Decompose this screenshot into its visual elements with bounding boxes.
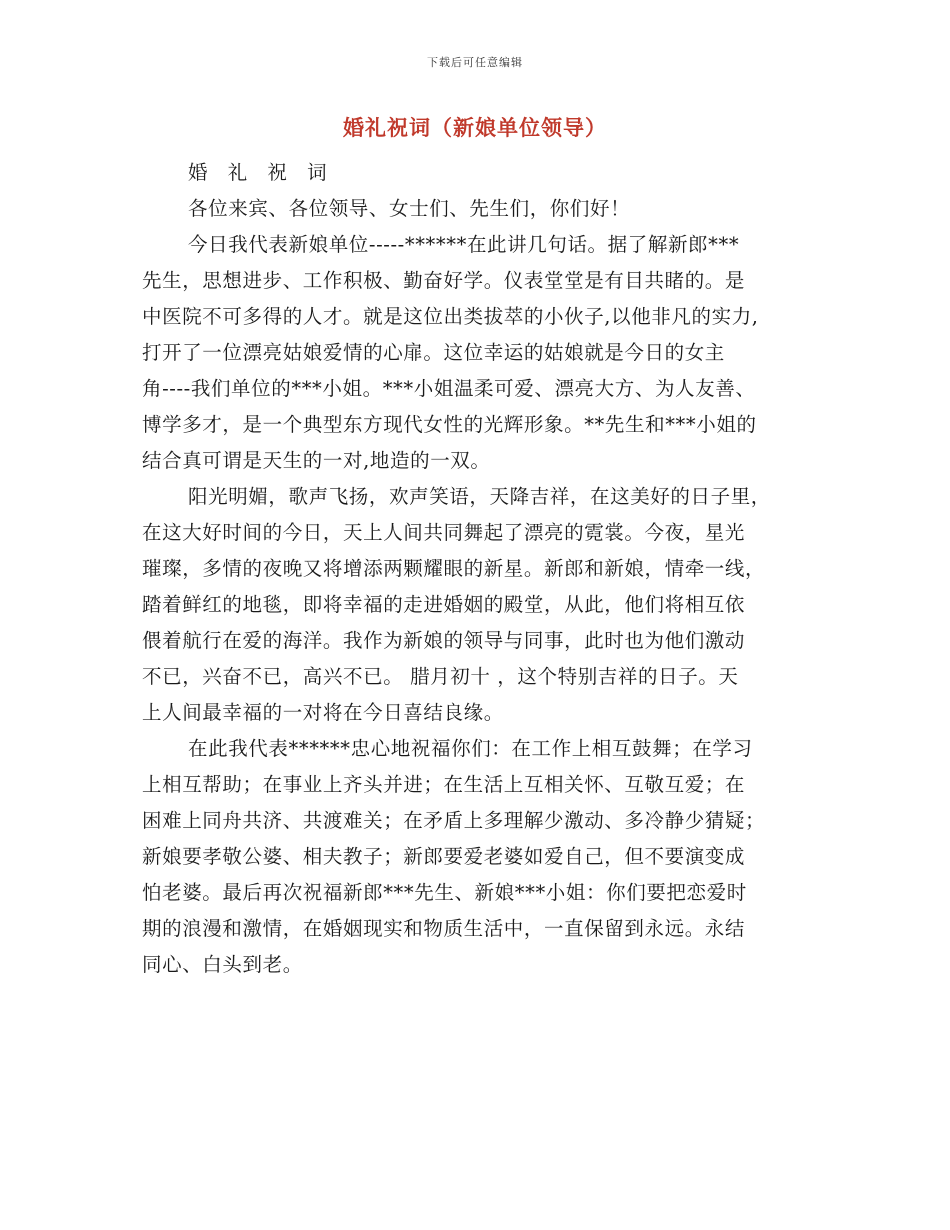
paragraph-line: 璀璨，多情的夜晚又将增添两颗耀眼的新星。新郎和新娘，情牵一线，: [142, 557, 766, 580]
document-body: [142, 155, 812, 983]
document-title: 婚礼祝词（新娘单位领导）: [343, 115, 607, 140]
paragraph-line: 同心、白头到老。: [142, 953, 303, 976]
paragraph-line: 在这大好时间的今日，天上人间共同舞起了漂亮的霓裳。今夜，星光: [142, 521, 746, 544]
page-header-note: 下载后可任意编辑: [427, 56, 523, 69]
speech-heading: 婚 礼 祝 词: [188, 161, 334, 184]
paragraph-line: 博学多才，是一个典型东方现代女性的光辉形象。**先生和***小姐的: [142, 413, 757, 436]
paragraph-line: 怕老婆。最后再次祝福新郎***先生、新娘***小姐：你们要把恋爱时: [142, 881, 747, 904]
paragraph-line: 新娘要孝敬公婆、相夫教子；新郎要爱老婆如爱自己，但不要演变成: [142, 845, 746, 868]
paragraph-line: 今日我代表新娘单位-----******在此讲几句话。据了解新郎***: [188, 233, 740, 256]
paragraph-line: 阳光明媚，歌声飞扬，欢声笑语，天降吉祥，在这美好的日子里，: [188, 485, 771, 508]
paragraph-line: 期的浪漫和激情，在婚姻现实和物质生活中，一直保留到永远。永结: [142, 917, 746, 940]
paragraph-line: 上相互帮助；在事业上齐头并进；在生活上互相关怀、互敬互爱；在: [142, 773, 746, 796]
paragraph-line: 不已，兴奋不已，高兴不已。 腊月初十 ，这个特别吉祥的日子。天: [142, 665, 739, 688]
paragraph-line: 在此我代表******忠心地祝福你们：在工作上相互鼓舞；在学习: [188, 737, 753, 760]
paragraph-line: 踏着鲜红的地毯，即将幸福的走进婚姻的殿堂，从此，他们将相互依: [142, 593, 746, 616]
paragraph-line: 结合真可谓是天生的一对,地造的一双。: [142, 449, 491, 472]
paragraph-line: 先生，思想进步、工作积极、勤奋好学。仪表堂堂是有目共睹的。是: [142, 269, 746, 292]
paragraph-line: 偎着航行在爱的海洋。我作为新娘的领导与同事，此时也为他们激动: [142, 629, 746, 652]
paragraph-line: 困难上同舟共济、共渡难关；在矛盾上多理解少激动、多冷静少猜疑；: [142, 809, 766, 832]
greeting-line: 各位来宾、各位领导、女士们、先生们，你们好！: [188, 197, 631, 220]
paragraph-line: 中医院不可多得的人才。就是这位出类拔萃的小伙子,以他非凡的实力,: [142, 305, 759, 328]
paragraph-line: 打开了一位漂亮姑娘爱情的心扉。这位幸运的姑娘就是今日的女主: [142, 341, 725, 364]
paragraph-line: 角----我们单位的***小姐。***小姐温柔可爱、漂亮大方、为人友善、: [142, 377, 756, 400]
paragraph-line: 上人间最幸福的一对将在今日喜结良缘。: [142, 701, 504, 724]
